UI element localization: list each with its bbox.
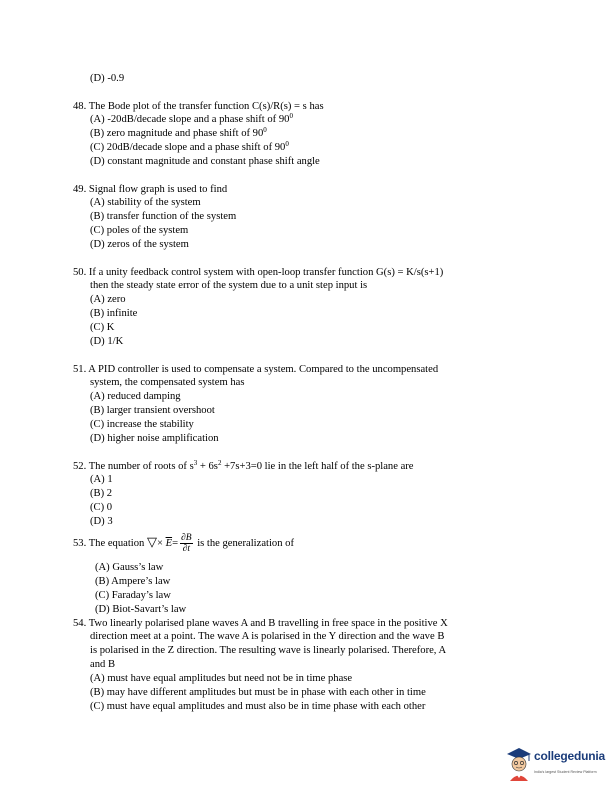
q50-option-d: (D) 1/K — [90, 336, 124, 347]
q48-option-b: (B) zero magnitude and phase shift of $90^0$ — [90, 126, 267, 139]
q50-option-a: (A) zero — [90, 294, 126, 305]
q52-option-b: (B) 2 — [90, 488, 113, 499]
q49-stem: 49. Signal flow graph is used to find — [73, 184, 228, 195]
q54-stem-line1: 54. Two linearly polarised plane waves A and B travelling in free space in the positive X — [73, 618, 448, 629]
q49-option-b: (B) transfer function of the system — [90, 211, 237, 222]
q50-stem-line2: then the steady state error of the system due to a unit step input is — [90, 280, 368, 291]
q53-stem: 53. The equation ▽× $\overline{E}=$ $\frac{\partial B}{\partial t}$ is the generalization of — [73, 533, 294, 555]
q53-option-a: (A) Gauss’s law — [95, 562, 164, 573]
q52-option-a: (A) 1 — [90, 474, 113, 485]
q51-option-a: (A) reduced damping — [90, 391, 181, 402]
q52-stem: 52. The number of roots of $s^3 + 6s^2 +7s+3=0$ lie in the left half of the s-plane are — [73, 459, 414, 472]
q54-stem-line4: and B — [90, 659, 116, 670]
q54-stem-line3: is polarised in the Z direction. The resulting wave is linearly polarised. Therefore, A — [90, 645, 447, 656]
q47-option-d: (D) -0.9 — [90, 73, 125, 84]
partial-fraction: $\frac{\partial B}{\partial t}$ — [181, 533, 192, 555]
q52-option-d: (D) 3 — [90, 516, 113, 527]
q54-option-c: (C) must have equal amplitudes and must also be in time phase with each other — [90, 701, 426, 712]
q49-option-a: (A) stability of the system — [90, 197, 201, 208]
q48-stem: 48. The Bode plot of the transfer function C(s)/R(s) = s has — [73, 101, 324, 112]
q50-option-c: (C) K — [90, 322, 115, 333]
graduate-mascot-icon — [505, 746, 533, 782]
q54-stem-line2: direction meet at a point. The wave A is polarised in the Y direction and the wave B — [90, 631, 445, 642]
q51-option-c: (C) increase the stability — [90, 419, 194, 430]
q48-option-c: (C) 20dB/decade slope and a phase shift of $90^0$ — [90, 140, 289, 153]
q53-option-d: (D) Biot-Savart’s law — [95, 604, 187, 615]
logo-wordmark: collegedunia — [534, 749, 605, 763]
q53-option-b: (B) Ampere’s law — [95, 576, 171, 587]
q48-option-d: (D) constant magnitude and constant phase shift angle — [90, 156, 320, 167]
collegedunia-logo — [505, 746, 610, 786]
q54-option-a: (A) must have equal amplitudes but need not be in time phase — [90, 673, 353, 684]
q49-option-c: (C) poles of the system — [90, 225, 189, 236]
q53-option-c: (C) Faraday’s law — [95, 590, 171, 601]
q51-stem-line2: system, the compensated system has — [90, 377, 245, 388]
q51-option-b: (B) larger transient overshoot — [90, 405, 215, 416]
q52-option-c: (C) 0 — [90, 502, 113, 513]
q50-stem-line1: 50. If a unity feedback control system with open-loop transfer function G(s) = K/s(s+1) — [73, 267, 444, 278]
q54-option-b: (B) may have different amplitudes but must be in phase with each other in time — [90, 687, 426, 698]
logo-tagline: India's largest Student Review Platform — [534, 770, 597, 774]
e-vector: $\overline{E}$ — [165, 538, 173, 549]
q51-stem-line1: 51. A PID controller is used to compensate a system. Compared to the uncompensated — [73, 364, 439, 375]
q51-option-d: (D) higher noise amplification — [90, 433, 219, 444]
q48-option-a: (A) -20dB/decade slope and a phase shift of $90^0$ — [90, 112, 293, 125]
nabla-symbol: ▽ — [146, 534, 157, 549]
q50-option-b: (B) infinite — [90, 308, 138, 319]
q49-option-d: (D) zeros of the system — [90, 239, 189, 250]
